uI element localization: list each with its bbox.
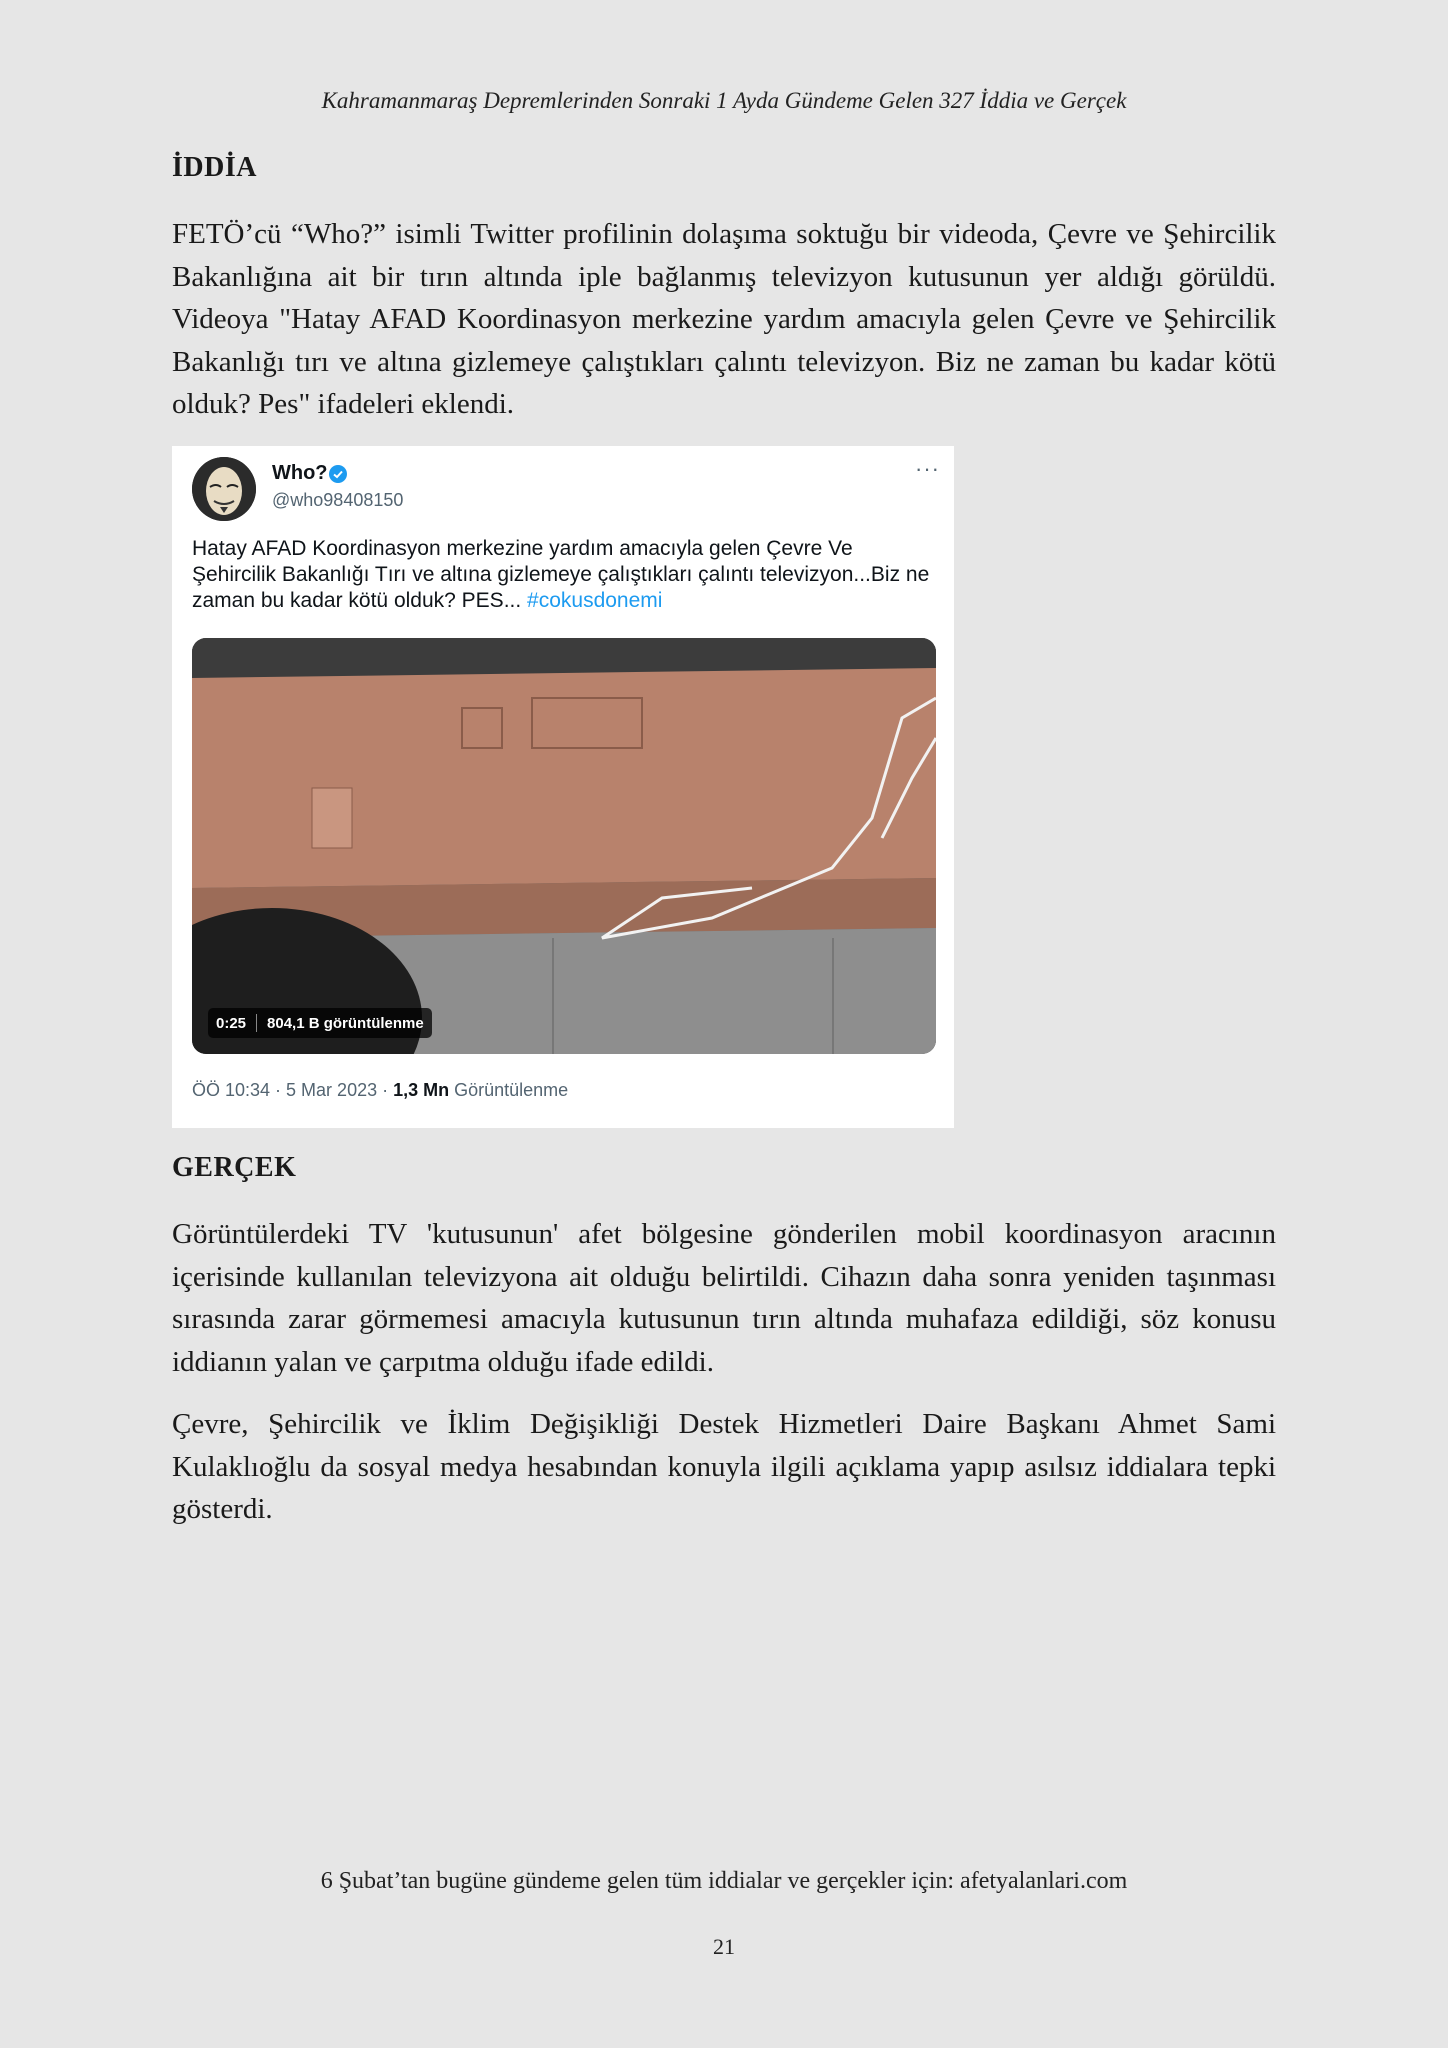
tweet-body: Hatay AFAD Koordinasyon merkezine yardım amacıyla gelen Çevre Ve Şehircilik Bakanlığı Tırı ve altına gizlemeye çalıştıkları çalıntı televizyon...Biz ne zaman bu kadar kötü olduk? PES... (192, 537, 930, 612)
tweet-meta (192, 1080, 568, 1101)
running-header: Kahramanmaraş Depremlerinden Sonraki 1 Ayda Gündeme Gelen 327 İddia ve Gerçek (321, 88, 1127, 113)
page-number: 21 (713, 1934, 735, 1959)
more-options-icon[interactable]: ··· (915, 456, 940, 481)
tweet-handle[interactable]: @who98408150 (272, 490, 404, 510)
tweet-display-name[interactable]: Who? (272, 462, 328, 484)
tweet-screenshot (172, 446, 954, 1128)
tweet-timestamp[interactable]: ÖÖ 10:34 · 5 Mar 2023 · (192, 1080, 394, 1100)
verified-badge-icon (328, 464, 348, 484)
fact-body-2 (172, 1403, 1276, 1531)
video-badge (208, 1008, 432, 1038)
footer-note: 6 Şubat’tan bugüne gündeme gelen tüm iddialar ve gerçekler için: afetyalanlari.com (320, 1868, 1128, 1894)
fact-paragraph-1: Görüntülerdeki TV 'kutusunun' afet bölgesine gönderilen mobil koordinasyon aracının içerisinde kullanılan televizyona ait olduğu belirtildi. Cihazın daha sonra yeniden taşınması sırasında zarar görmemesi amacıyla kutusunun tırın altında muhafaza edildiği, söz konusu iddianın yalan ve çarpıtma olduğu ifade edildi. (172, 1218, 1276, 1378)
badge-divider (256, 1014, 257, 1032)
claim-heading: İDDİA (172, 152, 257, 183)
claim-section (172, 152, 1276, 184)
fact-paragraph-2: Çevre, Şehircilik ve İklim Değişikliği Destek Hizmetleri Daire Başkanı Ahmet Sami Kulaklıoğlu da sosyal medya hesabından konuyla ilgili açıklama yapıp asılsız iddialara tepki gösterdi. (172, 1408, 1276, 1525)
tweet-view-count: 1,3 Mn (393, 1080, 450, 1100)
hashtag-link[interactable]: #cokusdonemi (527, 589, 663, 612)
fact-section (172, 1152, 1276, 1184)
video-duration: 0:25 (216, 1014, 247, 1032)
fact-heading: GERÇEK (172, 1152, 297, 1183)
video-views: 804,1 B görüntülenme (267, 1014, 424, 1032)
tweet-text (192, 536, 932, 614)
video-frame-image (192, 638, 936, 1054)
avatar (192, 457, 256, 521)
claim-body (172, 213, 1276, 426)
tweet-video[interactable] (192, 638, 936, 1054)
fact-body (172, 1213, 1276, 1383)
tweet-view-label: Görüntülenme (449, 1080, 569, 1100)
claim-paragraph: FETÖ’cü “Who?” isimli Twitter profilinin dolaşıma soktuğu bir videoda, Çevre ve Şehircilik Bakanlığına ait bir tırın altında iple bağlanmış televizyon kutusunun yer aldığı görüldü. Videoya "Hatay AFAD Koordinasyon merkezine yardım amacıyla gelen Çevre ve Şehircilik Bakanlığı tırı ve altına gizlemeye çalıştıkları çalıntı televizyon. Biz ne zaman bu kadar kötü olduk? Pes" ifadeleri eklendi. (172, 218, 1276, 420)
